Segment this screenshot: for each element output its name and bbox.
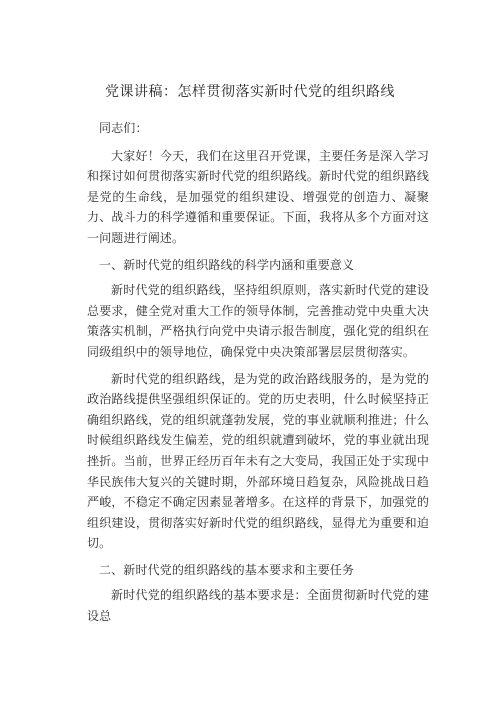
paragraph-section1-a: 新时代党的组织路线，坚持组织原则，落实新时代党的建设总要求，健全党对重大工作的领导体制，完善推动党中央重大决策落实机制，严格执行向党中央请示报告制度，强化党的组织在同级组织中的领导地位，确保党中央决策部署层层贯彻落实。 [87, 283, 429, 359]
greeting: 同志们： [99, 121, 148, 135]
document-title: 党课讲稿：怎样贯彻落实新时代党的组织路线 [105, 84, 395, 100]
section-heading-2: 二、新时代党的组织路线的基本要求和主要任务 [99, 562, 355, 577]
section-heading-1: 一、新时代党的组织路线的科学内涵和重要意义 [99, 257, 355, 272]
document-body [87, 118, 429, 633]
paragraph-intro: 大家好！今天，我们在这里召开党课，主要任务是深入学习和探讨如何贯彻落实新时代党的组织路线。新时代党的组织路线是党的生命线，是加强党的组织建设、增强党的创造力、凝聚力、战斗力的科学遵循和重要保证。下面，我将从多个方面对这一问题进行阐述。 [87, 148, 429, 245]
paragraph-section1-b: 新时代党的组织路线，是为党的政治路线服务的，是为党的政治路线提供坚强组织保证的。党的历史表明，什么时候坚持正确组织路线，党的组织就蓬勃发展，党的事业就顺利推进；什么时候组织路线发生偏差，党的组织就遭到破坏，党的事业就出现挫折。当前，世界正经历百年未有之大变局，我国正处于实现中华民族伟大复兴的关键时期，外部环境日趋复杂，风险挑战日趋严峻，不稳定不确定因素显著增多。在这样的背景下，加强党的组织建设，贯彻落实好新时代党的组织路线，显得尤为重要和迫切。 [87, 371, 429, 551]
paragraph-section2-a: 新时代党的组织路线的基本要求是：全面贯彻新时代党的建设总 [87, 588, 429, 624]
